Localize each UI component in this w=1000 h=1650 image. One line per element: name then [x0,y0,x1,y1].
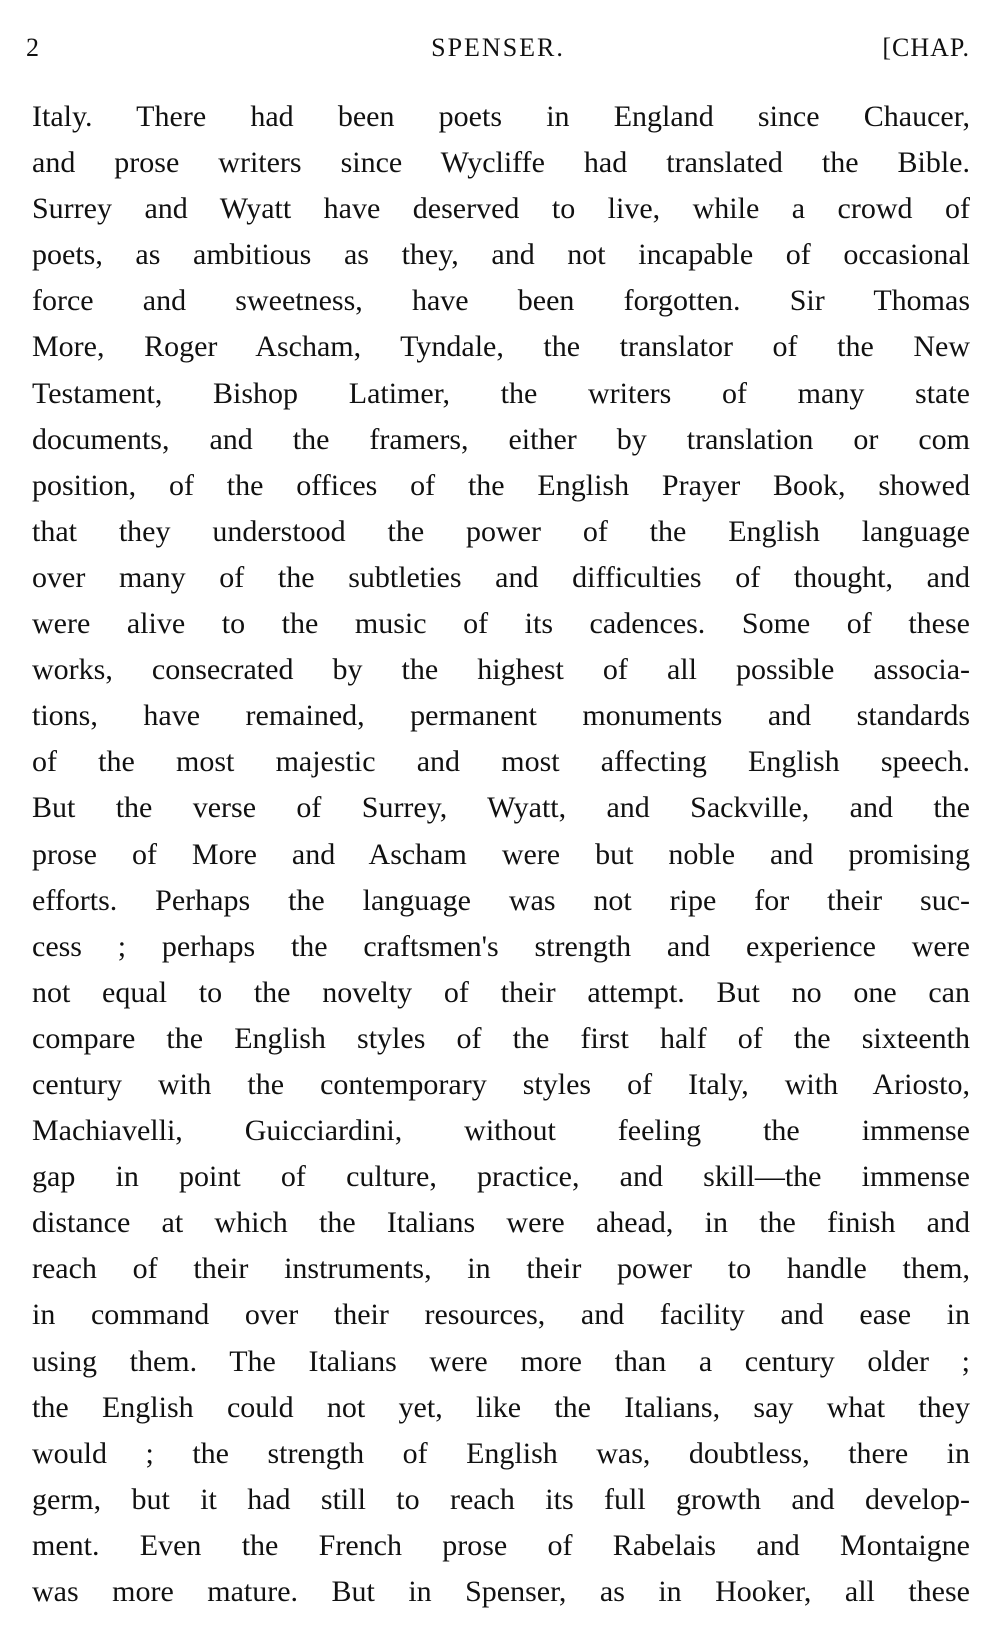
text-line: in command over their resources, and facility and ease in [32,1298,970,1332]
text-line: works, consecrated by the highest of all possible associa- [32,653,970,687]
text-line: that they understood the power of the English language [32,514,970,548]
text-line: reach of their instruments, in their power to handle them, [32,1252,970,1286]
body-text [32,94,970,1615]
text-line: germ, but it had still to reach its full growth and develop- [32,1482,970,1516]
text-line: Italy. There had been poets in England since Chaucer, [32,100,970,133]
text-line: Machiavelli, Guicciardini, without feeling the immense [32,1114,970,1148]
text-line: over many of the subtleties and difficulties of thought, and [32,560,970,594]
running-head [26,28,970,68]
text-line: force and sweetness, have been forgotten. Sir Thomas [32,284,970,318]
text-line: poets, as ambitious as they, and not incapable of occasional [32,238,970,272]
text-line: Surrey and Wyatt have deserved to live, while a crowd of [32,192,970,226]
text-line: efforts. Perhaps the language was not ripe for their suc- [32,883,970,917]
text-line: not equal to the novelty of their attempt. But no one can [32,975,970,1009]
text-line: and prose writers since Wycliffe had translated the Bible. [32,146,970,180]
text-line: position, of the offices of the English Prayer Book, showed [32,468,970,502]
text-line: century with the contemporary styles of Italy, with Ariosto, [32,1067,970,1101]
chapter-mark: [CHAP. [882,33,970,62]
text-line: Testament, Bishop Latimer, the writers of many state [32,376,970,410]
text-line: ment. Even the French prose of Rabelais and Montaigne [32,1528,970,1562]
text-line: the English could not yet, like the Italians, say what they [32,1390,970,1424]
text-line: cess ; perhaps the craftsmen's strength and experience were [32,929,970,963]
text-line: More, Roger Ascham, Tyndale, the translator of the New [32,330,970,364]
page-number: 2 [26,33,39,62]
text-line: prose of More and Ascham were but noble and promising [32,837,970,871]
running-title: SPENSER. [431,33,565,62]
text-line: was more mature. But in Spenser, as in Hooker, all these [32,1575,970,1608]
text-line: would ; the strength of English was, doubtless, there in [32,1436,970,1470]
text-line: were alive to the music of its cadences. Some of these [32,607,970,641]
text-line: documents, and the framers, either by translation or com [32,422,970,456]
text-line: of the most majestic and most affecting English speech. [32,745,970,779]
text-line: distance at which the Italians were ahead, in the finish and [32,1206,970,1240]
text-line: using them. The Italians were more than a century older ; [32,1344,970,1378]
text-line: compare the English styles of the first half of the sixteenth [32,1021,970,1055]
text-line: gap in point of culture, practice, and skill—the immense [32,1160,970,1194]
text-line: But the verse of Surrey, Wyatt, and Sackville, and the [32,791,970,825]
text-line: tions, have remained, permanent monuments and standards [32,699,970,733]
